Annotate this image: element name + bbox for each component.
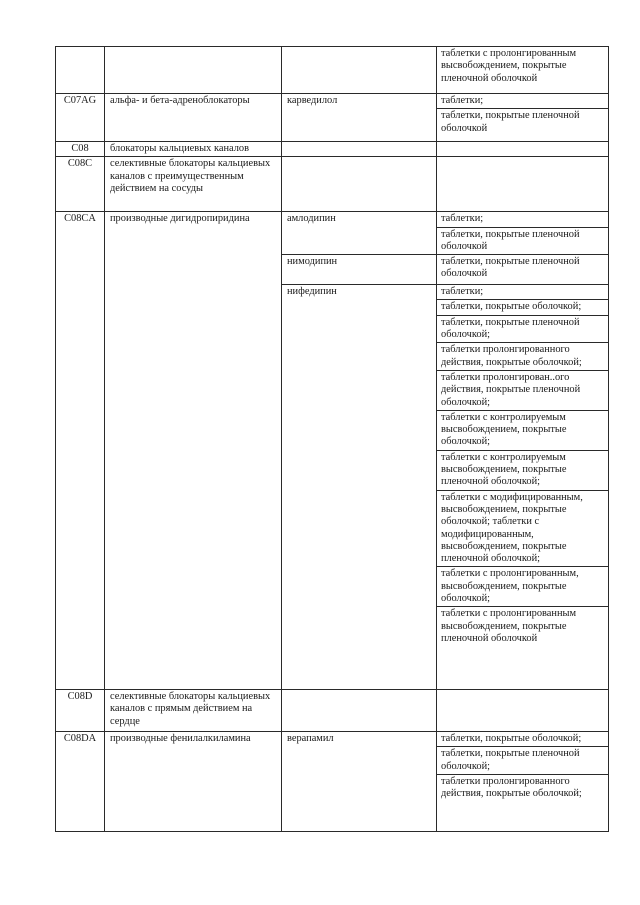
- atc-code-cell: C08DA: [56, 732, 105, 832]
- dosage-form-item: [437, 690, 608, 692]
- dosage-form-cell: [437, 255, 609, 285]
- dosage-form-item: таблетки пролонгированного действия, покрытые оболочкой;: [437, 774, 608, 802]
- dosage-form-list: [437, 157, 608, 159]
- table-row: [56, 690, 609, 732]
- dosage-form-item: таблетки с контролируемым высвобождением, покрытые оболочкой;: [437, 410, 608, 450]
- dosage-form-cell: [437, 94, 609, 142]
- dosage-form-cell: [437, 47, 609, 94]
- dosage-form-cell: [437, 732, 609, 832]
- pharmacological-group-cell: [105, 47, 282, 94]
- dosage-form-item: таблетки, покрытые оболочкой;: [437, 299, 608, 314]
- substance-cell: [282, 47, 437, 94]
- dosage-form-item: таблетки, покрытые пленочной оболочкой: [437, 108, 608, 136]
- dosage-form-list: [437, 212, 608, 254]
- dosage-form-list: [437, 255, 608, 282]
- dosage-form-cell: [437, 157, 609, 212]
- dosage-form-list: [437, 47, 608, 86]
- table-row: [56, 212, 609, 255]
- substance-cell: карведилол: [282, 94, 437, 142]
- dosage-form-item: таблетки с пролонгированным, высвобождением, покрытые оболочкой;: [437, 566, 608, 606]
- table-row: [56, 732, 609, 832]
- atc-code-cell: C08D: [56, 690, 105, 732]
- dosage-form-item: таблетки с пролонгированным высвобождением, покрытые пленочной оболочкой: [441, 48, 577, 84]
- table-row: [56, 142, 609, 157]
- table-row: [56, 157, 609, 212]
- dosage-form-item: таблетки с пролонгированным высвобождением, покрытые пленочной оболочкой: [437, 606, 608, 646]
- pharmacological-group-cell: производные дигидропиридина: [105, 212, 282, 690]
- pharmacological-group-cell: производные фенилалкиламина: [105, 732, 282, 832]
- substance-cell: нифедипин: [282, 285, 437, 690]
- atc-code-cell: [56, 47, 105, 94]
- dosage-form-item: таблетки, покрытые пленочной оболочкой: [437, 227, 608, 255]
- dosage-form-item: [437, 157, 608, 159]
- dosage-form-item: таблетки пролонгирован..ого действия, покрытые пленочной оболочкой;: [437, 370, 608, 410]
- dosage-form-item: таблетки;: [441, 95, 484, 106]
- drug-classification-table: [55, 46, 609, 832]
- dosage-form-list: [437, 732, 608, 801]
- atc-code-cell: C08: [56, 142, 105, 157]
- dosage-form-item: таблетки;: [441, 286, 484, 298]
- dosage-form-cell: [437, 142, 609, 157]
- substance-cell: [282, 157, 437, 212]
- dosage-form-list: [437, 285, 608, 646]
- dosage-form-cell: [437, 212, 609, 255]
- substance-cell: верапамил: [282, 732, 437, 832]
- dosage-form-item: таблетки, покрытые оболочкой;: [441, 733, 582, 745]
- dosage-form-item: таблетки, покрытые пленочной оболочкой: [441, 256, 580, 280]
- table-row: [56, 47, 609, 94]
- dosage-form-cell: [437, 690, 609, 732]
- substance-cell: [282, 142, 437, 157]
- dosage-form-item: таблетки, покрытые пленочной оболочкой;: [437, 746, 608, 774]
- dosage-form-item: таблетки, покрытые пленочной оболочкой;: [437, 315, 608, 343]
- dosage-form-list: [437, 142, 608, 144]
- atc-code-cell: C07AG: [56, 94, 105, 142]
- dosage-form-cell: [437, 285, 609, 690]
- pharmacological-group-cell: альфа- и бета-адреноблокаторы: [105, 94, 282, 142]
- dosage-form-list: [437, 690, 608, 692]
- pharmacological-group-cell: селективные блокаторы кальциевых каналов с преимущественным действием на сосуды: [105, 157, 282, 212]
- pharmacological-group-cell: селективные блокаторы кальциевых каналов с прямым действием на сердце: [105, 690, 282, 732]
- table-row: [56, 94, 609, 142]
- table-body: [56, 47, 609, 832]
- dosage-form-item: [437, 142, 608, 144]
- dosage-form-item: таблетки с контролируемым высвобождением, покрытые пленочной оболочкой;: [437, 450, 608, 490]
- atc-code-cell: C08C: [56, 157, 105, 212]
- dosage-form-item: таблетки пролонгированного действия, покрытые оболочкой;: [437, 342, 608, 370]
- pharmacological-group-cell: блокаторы кальциевых каналов: [105, 142, 282, 157]
- substance-cell: нимодипин: [282, 255, 437, 285]
- dosage-form-item: таблетки с модифицированным, высвобождением, покрытые оболочкой; таблетки с модифицированным, высвобождением, покрытые пленочной оболочкой;: [437, 490, 608, 567]
- dosage-form-item: таблетки;: [441, 213, 484, 225]
- atc-code-cell: C08CA: [56, 212, 105, 690]
- substance-cell: [282, 690, 437, 732]
- substance-cell: амлодипин: [282, 212, 437, 255]
- dosage-form-list: [437, 94, 608, 136]
